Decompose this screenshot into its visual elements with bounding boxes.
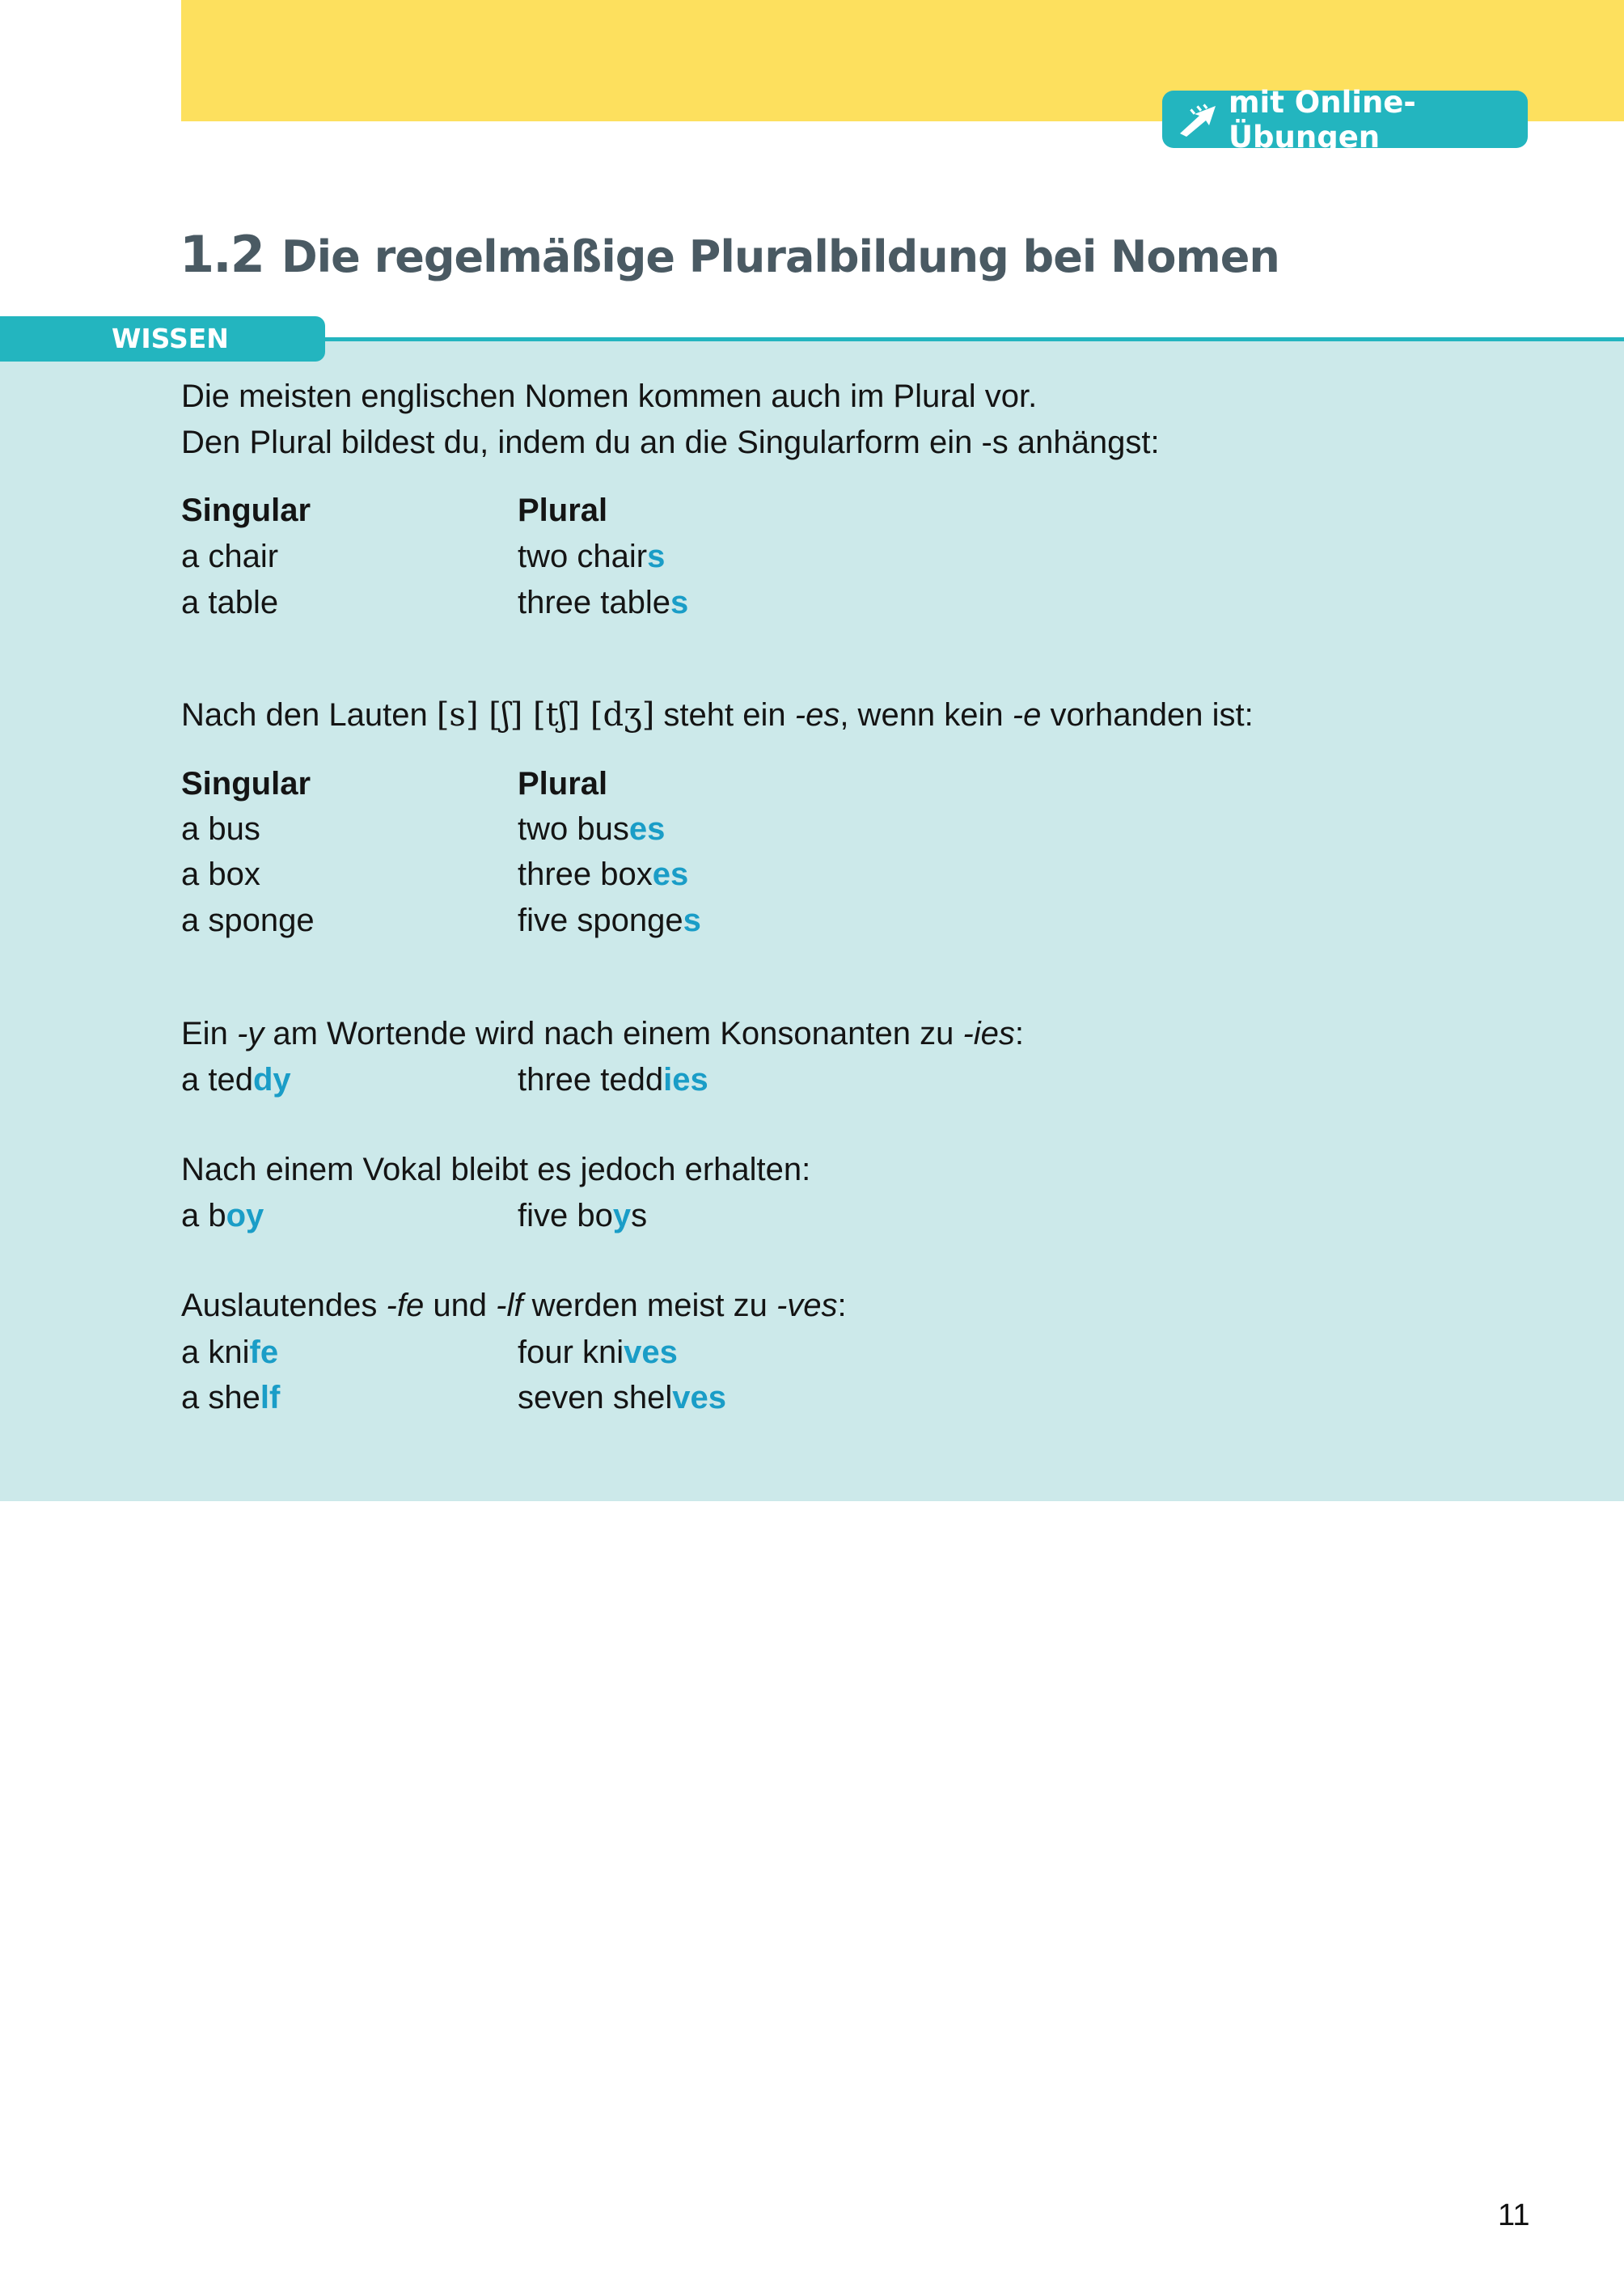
table1-row-singular: a table bbox=[181, 585, 279, 620]
example-teddy-singular bbox=[181, 1057, 291, 1102]
table2-header-singular: Singular bbox=[181, 766, 311, 802]
plural-ending: es bbox=[628, 811, 666, 847]
online-exercises-label: mit Online-Übungen bbox=[1229, 84, 1416, 154]
plural-stem: five bo bbox=[518, 1198, 613, 1233]
text: am Wortende wird nach einem Konsonanten zu bbox=[264, 1016, 963, 1051]
online-exercises-button[interactable] bbox=[1162, 84, 1528, 154]
plural-ending: ies bbox=[663, 1062, 708, 1098]
table1-row-plural bbox=[518, 534, 665, 579]
plural-stem: three table bbox=[518, 585, 671, 620]
suffix-text: -fe bbox=[386, 1288, 425, 1323]
section-heading bbox=[180, 225, 1279, 284]
page-number: 11 bbox=[1498, 2198, 1530, 2232]
table5-row-plural bbox=[518, 1330, 678, 1375]
rule-ies bbox=[181, 1011, 1024, 1056]
singular-ending: lf bbox=[260, 1380, 281, 1415]
plural-stem: four kni bbox=[518, 1335, 624, 1370]
suffix-text: -lf bbox=[496, 1288, 523, 1323]
table1-row-plural bbox=[518, 580, 688, 625]
plural-tail: s bbox=[631, 1198, 648, 1233]
mouse-cursor-arrow-icon bbox=[1175, 101, 1222, 138]
suffix-text: -ves bbox=[776, 1288, 838, 1323]
suffix-text: -e bbox=[1012, 697, 1042, 733]
plural-stem: two chair bbox=[518, 539, 648, 574]
text: Auslautendes bbox=[181, 1288, 387, 1323]
singular-ending: fe bbox=[249, 1335, 279, 1370]
singular-stem: a kni bbox=[181, 1335, 250, 1370]
text: , wenn kein bbox=[839, 697, 1013, 733]
table2-row-plural bbox=[518, 806, 665, 852]
singular-stem: a b bbox=[181, 1198, 226, 1233]
plural-ending: s bbox=[670, 585, 689, 620]
text: werden meist zu bbox=[522, 1288, 776, 1323]
plural-stem: three tedd bbox=[518, 1062, 664, 1098]
singular-ending: dy bbox=[252, 1062, 291, 1098]
table5-row-singular bbox=[181, 1375, 280, 1420]
plural-stem: three box bbox=[518, 857, 653, 892]
plural-stem: seven shel bbox=[518, 1380, 673, 1415]
suffix-text: -s bbox=[981, 425, 1009, 460]
wissen-tab: WISSEN bbox=[0, 316, 325, 362]
section-number: 1.2 bbox=[180, 225, 264, 284]
example-teddy-plural bbox=[518, 1057, 708, 1102]
rule-ves bbox=[181, 1283, 847, 1328]
plural-ending: y bbox=[612, 1198, 632, 1233]
table2-row-singular: a bus bbox=[181, 811, 260, 847]
text: Den Plural bildest du, indem du an die Singularform ein bbox=[181, 425, 982, 460]
text: anhängst: bbox=[1008, 425, 1160, 460]
table2-header-plural: Plural bbox=[518, 766, 608, 802]
table5-row-singular bbox=[181, 1330, 278, 1375]
table1-header-singular: Singular bbox=[181, 493, 311, 528]
rule-es bbox=[181, 692, 1254, 738]
plural-ending: s bbox=[647, 539, 666, 574]
table2-row-singular: a sponge bbox=[181, 903, 315, 938]
suffix-text: -es bbox=[794, 697, 840, 733]
example-boy-plural bbox=[518, 1193, 647, 1238]
table1-header-plural: Plural bbox=[518, 493, 608, 528]
suffix-text: -y bbox=[236, 1016, 264, 1051]
singular-ending: oy bbox=[226, 1198, 264, 1233]
table1-row-singular: a chair bbox=[181, 539, 279, 574]
plural-ending: es bbox=[652, 857, 689, 892]
text: : bbox=[1014, 1016, 1025, 1051]
table5-row-plural bbox=[518, 1375, 726, 1420]
plural-ending: s bbox=[683, 903, 701, 938]
intro-line-1: Die meisten englischen Nomen kommen auch im Plural vor. bbox=[181, 379, 1038, 414]
phonetic-sounds: [s] [ʃ] [tʃ] [dʒ] bbox=[436, 696, 655, 734]
text: und bbox=[424, 1288, 497, 1323]
table2-row-singular: a box bbox=[181, 857, 260, 892]
text: : bbox=[837, 1288, 847, 1323]
section-title: Die regelmäßige Pluralbildung bei Nomen bbox=[281, 231, 1279, 282]
text: vorhanden ist: bbox=[1041, 697, 1254, 733]
plural-stem: two bus bbox=[518, 811, 629, 847]
intro-line-2 bbox=[181, 420, 1160, 465]
plural-stem: five sponge bbox=[518, 903, 683, 938]
table2-row-plural bbox=[518, 898, 701, 943]
text: steht ein bbox=[654, 697, 795, 733]
table2-row-plural bbox=[518, 852, 688, 897]
text: Nach den Lauten bbox=[181, 697, 437, 733]
example-boy-singular bbox=[181, 1193, 264, 1238]
rule-vowel-y: Nach einem Vokal bleibt es jedoch erhalten: bbox=[181, 1152, 811, 1187]
text: Ein bbox=[181, 1016, 237, 1051]
suffix-text: -ies bbox=[962, 1016, 1015, 1051]
singular-stem: a she bbox=[181, 1380, 260, 1415]
plural-ending: ves bbox=[672, 1380, 726, 1415]
plural-ending: ves bbox=[624, 1335, 678, 1370]
singular-stem: a ted bbox=[181, 1062, 253, 1098]
